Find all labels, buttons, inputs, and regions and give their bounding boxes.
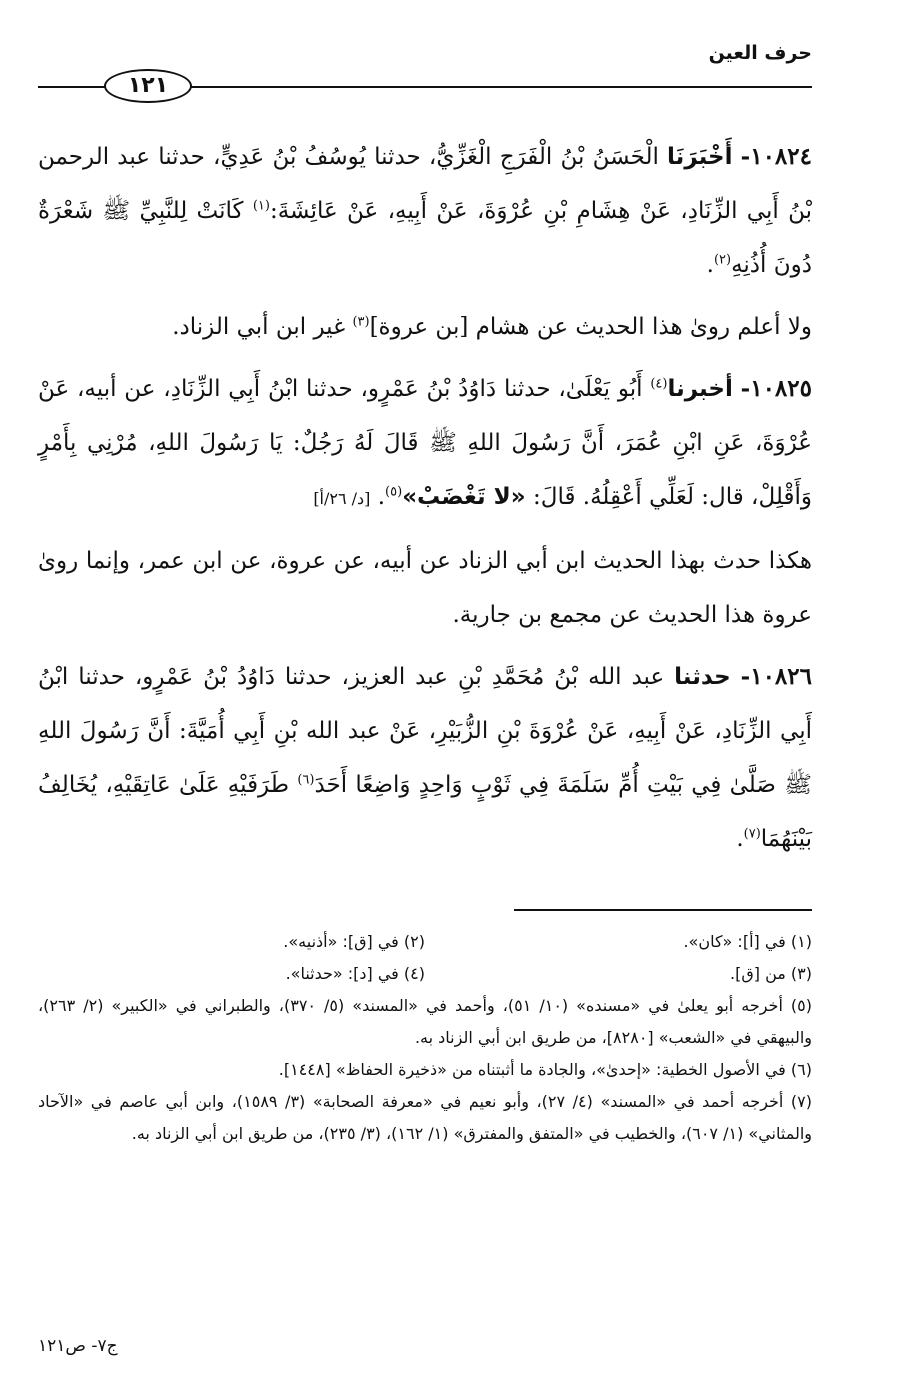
volume-page-ref: ج٧- ص١٢١ <box>38 1336 118 1356</box>
footnote-separator <box>514 909 812 911</box>
hadith-text: الْحَسَنُ بْنُ الْفَرَجِ الْغَزِّيُّ، حدثنا يُوسُفُ بْنُ عَدِيٍّ، حدثنا عبد الرحمن بْنُ أَبِي الزِّنَادِ، عَنْ هِشَامِ بْنِ عُرْوَةَ، عَنْ أَبِيهِ، عَنْ عَائِشَةَ: <box>38 144 812 224</box>
footnote-3: (٣) من [ق]. <box>730 964 812 983</box>
hadith-text: عبد الله بْنُ مُحَمَّدِ بْنِ عبد العزيز، حدثنا دَاوُدُ بْنُ عَمْرٍو، حدثنا ابْنُ أَبِي الزِّنَادِ، عَنْ أَبِيهِ، عَنْ عُرْوَةَ بْنِ الزُّبَيْرِ، عَنْ عبد الله بْنِ أَبِي أُمَيَّةَ: أَنَّ رَسُولَ اللهِ ﷺ صَلَّىٰ فِي بَيْتِ أُمِّ سَلَمَةَ فِي ثَوْبٍ وَاحِدٍ وَاضِعًا أَحَدَ <box>38 664 812 798</box>
hadith-10825 <box>38 362 812 526</box>
hadith-text: . <box>706 252 714 278</box>
page-header <box>38 40 812 100</box>
running-title: حرف العين <box>708 42 812 64</box>
hadith-text: . <box>377 484 386 510</box>
footnote-marker: (٤) <box>650 376 668 392</box>
note-text: غير ابن أبي الزناد. <box>172 314 346 340</box>
hadith-text: أَبُو يَعْلَىٰ، حدثنا دَاوُدُ بْنُ عَمْرٍو، حدثنا ابْنُ أَبِي الزِّنَادِ، عن أبيه، عَنْ عُرْوَةَ، عَنِ ابْنِ عُمَرَ، أَنَّ رَسُولَ اللهِ ﷺ قَالَ لَهُ رَجُلٌ: يَا رَسُولَ اللهِ، مُرْنِي بِأَمْرٍ وَأَقْلِلْ، قال: لَعَلِّي أَعْقِلُهُ. قَالَ: <box>38 376 812 510</box>
footnote-2: (٢) في [ق]: «أذنيه». <box>283 932 425 951</box>
footnote-marker: (٣) <box>352 314 370 330</box>
footnote-marker: (٦) <box>297 772 315 788</box>
footnote-6: (٦) في الأصول الخطية: «إحدىٰ»، والجادة ما أثبتناه من «ذخيرة الحفاظ» [١٤٤٨]. <box>278 1060 812 1079</box>
hadith-10826 <box>38 650 812 866</box>
editor-note <box>38 300 812 354</box>
footnote-marker: (١) <box>252 198 270 214</box>
hadith-keyword: أخبرنا <box>667 376 733 402</box>
note-text: هكذا حدث بهذا الحديث ابن أبي الزناد عن أبيه، عن عروة، عن ابن عمر، وإنما روىٰ عروة هذا الحديث عن مجمع بن جارية. <box>38 548 812 628</box>
hadith-number: ١٠٨٢٦- <box>740 663 812 690</box>
footnote-4: (٤) في [د]: «حدثنا». <box>285 964 425 983</box>
footnote-row <box>38 958 812 990</box>
footnote-1: (١) في [أ]: «كان». <box>683 932 812 951</box>
hadith-number: ١٠٨٢٤- <box>740 143 812 170</box>
document-page <box>38 0 812 1376</box>
footnote-7: (٧) أخرجه أحمد في «المسند» (٤/ ٢٧)، وأبو نعيم في «معرفة الصحابة» (٣/ ١٥٨٩)، وابن أبي عاصم في «الآحاد والمثاني» (١/ ٦٠٧)، والخطيب في «المتفق والمفترق» (١/ ١٦٢)، (٣/ ٢٣٥)، من طريق ابن أبي الزناد به. <box>38 1092 812 1143</box>
footnote-5: (٥) أخرجه أبو يعلىٰ في «مسنده» (١٠/ ٥١)، وأحمد في «المسند» (٥/ ٣٧٠)، والطبراني في «الكبير» (٢/ ٢٦٣)، والبيهقي في «الشعب» [٨٢٨٠]، من طريق ابن أبي الزناد به. <box>38 996 812 1047</box>
manuscript-folio-ref: [د/ ٢٦/أ] <box>313 489 371 508</box>
note-text: ولا أعلم روىٰ هذا الحديث عن هشام [بن عروة] <box>369 314 812 340</box>
footnote-marker: (٢) <box>713 252 732 268</box>
hadith-text: طَرَفَيْهِ عَلَىٰ عَاتِقَيْهِ، يُخَالِفُ بَيْنَهُمَا <box>38 772 812 852</box>
hadith-keyword: حدثنا <box>674 664 731 690</box>
main-text <box>38 130 812 874</box>
hadith-text: كَانَتْ لِلنَّبِيِّ ﷺ شَعْرَةٌ دُونَ أُذُنِهِ <box>38 198 812 278</box>
hadith-10824 <box>38 130 812 292</box>
footnote-marker: (٧) <box>743 826 761 842</box>
footnote-marker: (٥) <box>385 484 403 500</box>
hadith-number: ١٠٨٢٥- <box>740 375 812 402</box>
hadith-keyword: أَخْبَرَنَا <box>667 144 733 170</box>
footnote-row <box>38 926 812 958</box>
page-number-badge: ١٢١ <box>104 69 192 103</box>
hadith-text: . <box>736 826 744 852</box>
footnotes <box>38 926 812 1150</box>
editor-note <box>38 534 812 642</box>
hadith-quote: «لا تَغْضَبْ» <box>402 484 526 510</box>
